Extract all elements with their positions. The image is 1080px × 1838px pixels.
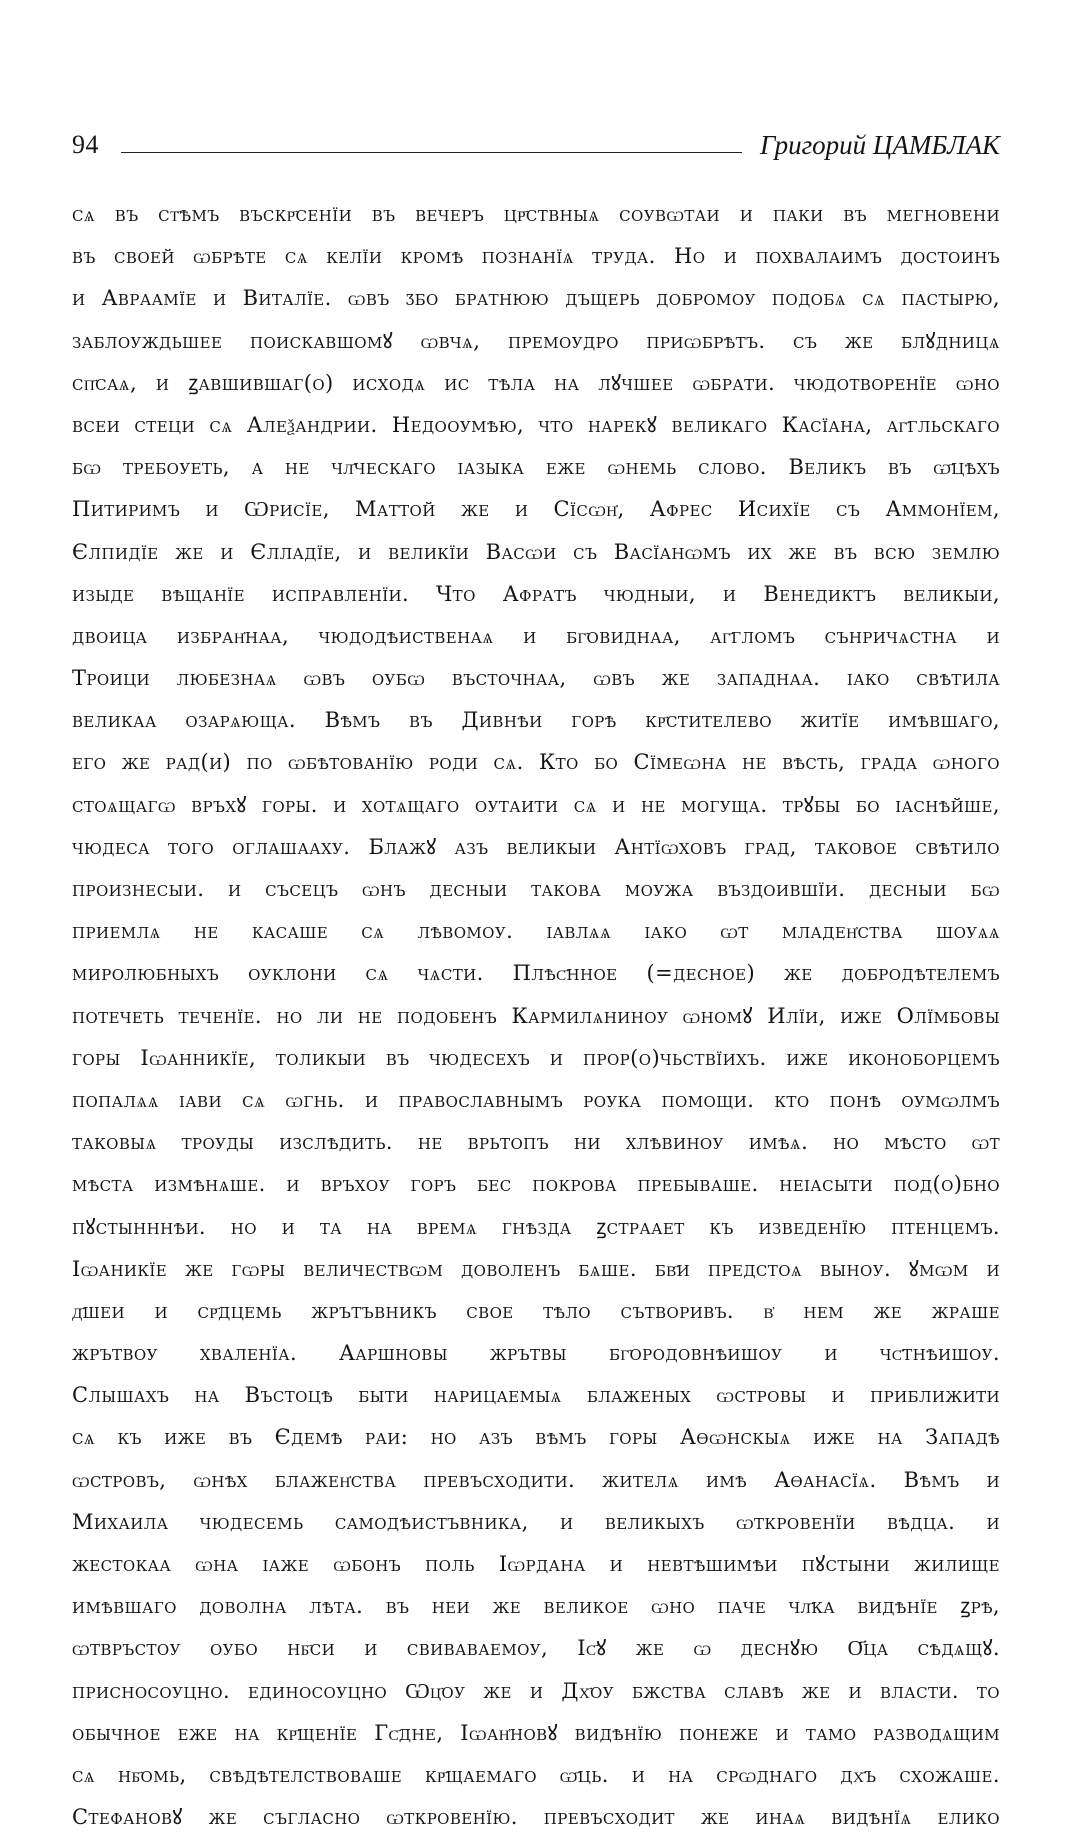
text-line: обычное еже на кр҃щенїе Гс҃дне, Іѡан҆новꙋ видѣнїю понеже и тамо разводѧщим bbox=[72, 1720, 1000, 1745]
running-head bbox=[72, 124, 1000, 160]
text-line: бѡ требоуеть, а не чл҃ческаго ıазыка еже ѡнемь слово. Великъ въ ѡ҃цѣхъ bbox=[72, 455, 1000, 480]
text-line: Єлпидїе же и Єлладїе, и великїи Васѡи съ Васїанѡмъ их же въ всю землю bbox=[72, 539, 1000, 564]
text-line: сѧ въ ст҃ѣмъ въскр҃сенїи въ вечеръ цр҃ствныѧ соувѡтаи и паки въ мегновени bbox=[72, 202, 1000, 226]
text-line: пꙋстынннѣи. но и та на времѧ гнѣзда ꙁстраает къ изведенїю птенцемъ. bbox=[72, 1214, 1000, 1239]
text-line: Троици любезнаѧ ѡвъ оубѡ въсточнаа, ѡвъ же западнаа. ıако свѣтила bbox=[72, 666, 1000, 691]
text-line: таковыѧ троуды изслѣдить. не врьтопъ ни хлѣвиноу имѣѧ. но мѣсто ѡт bbox=[72, 1130, 1000, 1155]
header-rule bbox=[121, 152, 742, 153]
text-line: сп҃саѧ, и ꙁавшившаг(о) исходѧ ис тѣла на лꙋчшее ѡбрати. чюдотворенїе ѡно bbox=[72, 370, 1000, 395]
text-line: присносоуцно. единосоуцно Ѡц҃оу же и Дх҃оу бжства славѣ же и власти. то bbox=[72, 1678, 1000, 1703]
text-line: жрътвоу хваленїа. Ааршновы жрътвы бг҃ородовнѣишоу и чс҃тнѣишоу. bbox=[72, 1341, 1000, 1366]
text-line: двоица избран҆наа, чюдодѣиственаѧ и бг҃овиднаа, аг҃гломъ сънричѧстна и bbox=[72, 623, 1000, 648]
text-line: приемлѧ не касаше сѧ лѣвомоу. ıавлѧѧ ıако ѡт младен҆ства шоуѧѧ bbox=[72, 919, 1000, 944]
text-line: д҃шеи и ср҃дцемь жрътъвникъ свое тѣло сътворивъ. в҆ нем же жраше bbox=[72, 1298, 1000, 1323]
text-line: и Авраамїе и Виталїе. ѡвъ ӡбо братнюю дъщерь добромоу подобѧ сѧ пастырю, bbox=[72, 286, 1000, 311]
text-line: миролюбныхъ оуклони сѧ чѧсти. Плѣс҃нное (=десное) же добродѣтелемъ bbox=[72, 961, 1000, 986]
body-text bbox=[72, 193, 1000, 1838]
text-line: Іѡаникїе же гѡры величествѡм доволенъ бѧше. бв҃и предстоѧ выноу. ꙋмѡм и bbox=[72, 1256, 1000, 1281]
text-line: потечеть теченїе. но ли не подобенъ Кармилѧниноу ѡномꙋ Илїи, иже Олїмбовы bbox=[72, 1003, 1000, 1028]
text-line: изыде вѣщанїе исправленїи. Что Афратъ чюдныи, и Венедиктъ великыи, bbox=[72, 581, 1000, 606]
text-line: горы Іѡанникїе, толикыи въ чюдесехъ и прор(о)чьствїихъ. иже иконоборцемъ bbox=[72, 1045, 1000, 1070]
running-title: Григорий ЦАМБЛАК bbox=[759, 130, 1000, 160]
page-number: 94 bbox=[72, 130, 99, 159]
text-line: жестокаа ѡна ıаже ѡбонъ поль Іѡрдана и невтѣшимѣи пꙋстыни жилище bbox=[72, 1552, 1000, 1576]
text-line: имѣвшаго доволна лѣта. въ неи же великое ѡно паче чл҃ка видѣнїе ꙁрѣ, bbox=[72, 1594, 1000, 1619]
text-line: ѡтвръстоу оубо нб҃си и свиваваемоу, Іс҃ꙋ же ѡ деснꙋю О҃ца сѣдѧщꙋ. bbox=[72, 1636, 1000, 1661]
text-line: мѣста измѣнѧше. и връхоу горъ бес покрова пребываше. неıасыти под(о)бно bbox=[72, 1172, 1000, 1197]
text-line: всеи стеци сѧ Алеѯандрии. Недооумѣю, что нарекꙋ великаго Касїана, аг҃гльскаго bbox=[72, 412, 1000, 437]
text-line: великаа озарѧюща. Вѣмъ въ Дивнѣи горѣ кр҃стителево житїе имѣвшаго, bbox=[72, 708, 1000, 733]
text-line: сѧ нб҃омь, свѣдѣтелствоваше кр҃щаемаго ѡ҃ць. и на срѡднаго дх҃ъ схожаше. bbox=[72, 1762, 1000, 1787]
text-line: стоѧщагѡ връхꙋ горы. и хотѧщаго оутаити сѧ и не могуща. трꙋбы бо ıаснѣйше, bbox=[72, 792, 1000, 817]
text-line: въ своей ѡбрѣте сѧ келїи кромѣ познанїѧ труда. Но и похвалаимъ достоинъ bbox=[72, 244, 1000, 269]
text-line: его же рад(и) по ѡбѣтованїю роди сѧ. Кто бо Сїмеѡна не вѣсть, града ѡного bbox=[72, 750, 1000, 775]
text-line: Стефановꙋ же съгласно ѡткровенїю. превъсходит же инаѧ видѣнїѧ елико bbox=[72, 1805, 1000, 1830]
text-line: Питиримъ и Ѡрисїе, Маттой же и Сїсѡн҆, Афрес Исихїе съ Аммонїем, bbox=[72, 497, 1000, 522]
text-line: чюдеса того оглашааху. Блажꙋ азъ великыи Антїѡховъ град, таковое свѣтило bbox=[72, 834, 1000, 859]
text-line: сѧ къ иже въ Єдемѣ раи: но азъ вѣмъ горы Аѳѡнскыѧ иже на Западѣ bbox=[72, 1425, 1000, 1450]
text-line: попалѧѧ ıави сѧ ѡгнь. и православнымъ роука помощи. кто понѣ оумѡлмъ bbox=[72, 1087, 1000, 1112]
text-line: ѡстровъ, ѡнѣх блажен҆ства превъсходити. жителѧ имѣ Аѳанасїѧ. Вѣмъ и bbox=[72, 1467, 1000, 1492]
text-line: Михаила чюдесемь самодѣистъвника, и великыхъ ѡткровенїи вѣдца. и bbox=[72, 1509, 1000, 1534]
text-line: произнесыи. и съсецъ ѡнъ десныи такова моужа въздоившїи. десныи бѡ bbox=[72, 877, 1000, 901]
text-line: заблоуждьшее поискавшомꙋ ѡвчѧ, премоудро приѡбрѣтъ. съ же блꙋдницѧ bbox=[72, 328, 1000, 353]
text-line: Слышахъ на Въстоцѣ быти нарицаемыѧ блаженых ѡстровы и приближити bbox=[72, 1383, 1000, 1408]
